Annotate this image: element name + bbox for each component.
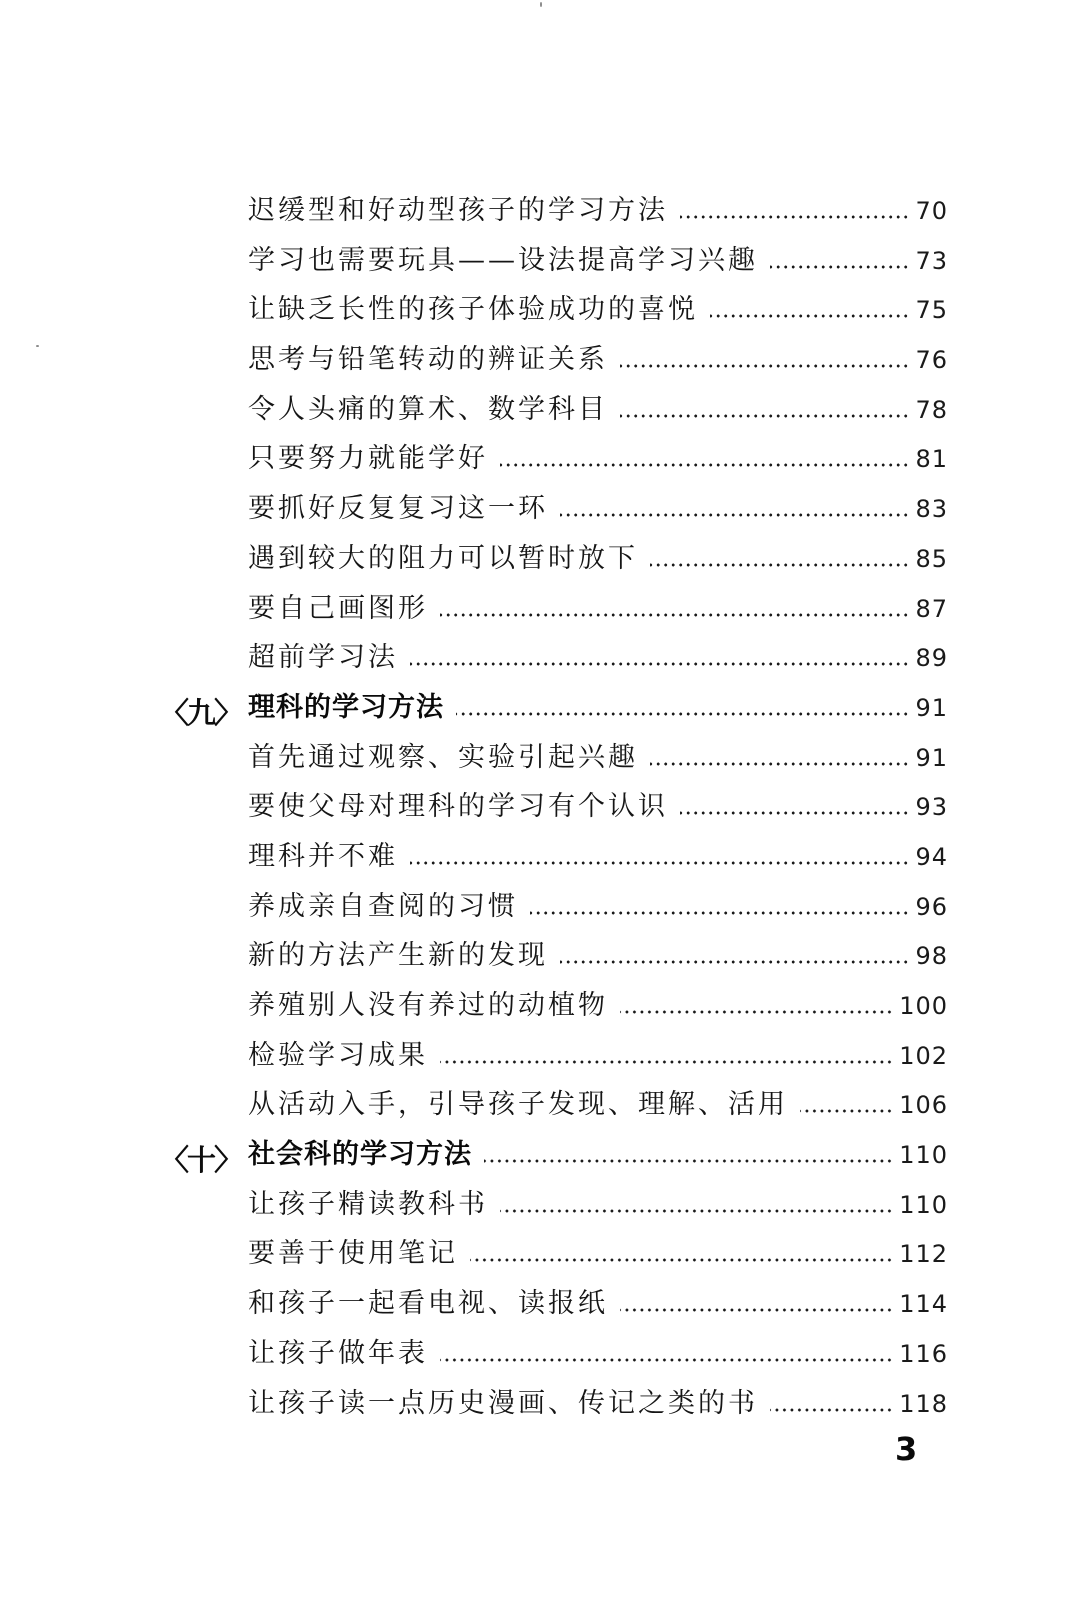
toc-entry-row [0,1035,1080,1085]
entry-page-number: 116 [899,1339,948,1368]
entry-page-number: 89 [915,644,948,673]
entry-title: 令人头痛的算术、数学科目 [248,393,608,425]
dot-leader [560,513,909,517]
entry-title: 让孩子精读教科书 [248,1188,488,1220]
entry-title: 和孩子一起看电视、读报纸 [248,1288,608,1320]
entry-title: 让孩子做年表 [248,1337,428,1369]
entry-page-number: 75 [915,296,948,325]
entry-title: 迟缓型和好动型孩子的学习方法 [248,195,668,226]
toc-entry-row [0,786,1080,836]
dot-leader [620,414,909,418]
toc-line [248,492,948,526]
toc-entry-row [0,1184,1080,1234]
toc-entry-row [0,1333,1080,1383]
entry-title: 让孩子读一点历史漫画、传记之类的书 [248,1387,758,1419]
toc-entry-row [0,1283,1080,1333]
entry-page-number: 91 [915,743,948,772]
toc-line [248,1039,948,1073]
dot-leader [650,762,909,766]
entry-title: 养殖别人没有养过的动植物 [248,990,608,1021]
toc-line [248,343,948,377]
toc-line [248,790,948,824]
toc-entry-row [0,389,1080,439]
entry-title: 首先通过观察、实验引起兴趣 [248,741,638,773]
chapter-title: 社会科的学习方法 [248,1139,472,1171]
toc-line [248,1138,948,1172]
dot-leader [456,712,909,716]
entry-title: 要使父母对理科的学习有个认识 [248,791,668,823]
toc-entry-row [0,886,1080,936]
dot-leader [470,1258,893,1262]
entry-title: 学习也需要玩具——设法提高学习兴趣 [248,244,758,276]
toc-entry-row [0,438,1080,488]
entry-page-number: 91 [915,693,948,722]
entry-title: 遇到较大的阻力可以暂时放下 [248,542,638,574]
dot-leader [530,911,909,915]
toc-line [248,741,948,775]
entry-title: 要自己画图形 [248,592,428,624]
entry-page-number: 100 [899,992,948,1020]
toc-entry-row [0,289,1080,339]
entry-title: 要抓好反复复习这一环 [248,493,548,525]
entry-page-number: 70 [915,197,948,225]
toc-entry-row [0,836,1080,886]
dot-leader [710,314,909,318]
entry-page-number: 87 [915,594,948,623]
scan-speck [540,2,542,7]
entry-title: 新的方法产生新的发现 [248,940,548,972]
toc-entry-row [0,588,1080,638]
dot-leader [620,364,909,368]
entry-page-number: 110 [899,1141,948,1170]
toc-line [248,1337,948,1371]
toc-line [248,840,948,874]
toc-line [248,194,948,228]
dot-leader [620,1308,893,1312]
toc-line [248,393,948,427]
entry-title: 超前学习法 [248,642,398,674]
dot-leader [440,1060,893,1064]
toc-line [248,1088,948,1122]
toc-line [248,989,948,1023]
entry-page-number: 98 [915,942,948,971]
toc-line [248,1387,948,1421]
toc-line [248,244,948,278]
toc-entry-row [0,1084,1080,1134]
table-of-contents [0,190,1080,1432]
entry-page-number: 106 [899,1091,948,1120]
chapter-number: 〈十〉 [160,1143,242,1178]
entry-page-number: 81 [915,445,948,474]
entry-title: 理科并不难 [248,840,398,872]
entry-page-number: 94 [915,842,948,871]
dot-leader [800,1109,893,1113]
entry-title: 检验学习成果 [248,1039,428,1071]
toc-entry-row [0,488,1080,538]
toc-line [248,1188,948,1222]
toc-line [248,592,948,626]
dot-leader [410,662,909,666]
toc-line [248,542,948,576]
entry-title: 只要努力就能学好 [248,443,488,475]
entry-page-number: 85 [915,544,948,573]
dot-leader [770,1408,893,1412]
entry-page-number: 93 [915,793,948,822]
toc-entry-row [0,637,1080,687]
toc-entry-row [0,538,1080,588]
scan-speck [36,345,39,347]
entry-page-number: 96 [915,892,948,921]
entry-page-number: 78 [915,395,948,424]
toc-entry-row [0,985,1080,1035]
dot-leader [650,563,909,567]
entry-page-number: 102 [899,1041,948,1070]
toc-line [248,1237,948,1271]
dot-leader [484,1159,893,1163]
page-number-footer: 3 [895,1430,918,1468]
entry-page-number: 76 [915,346,948,375]
toc-chapter-row [0,687,1080,737]
entry-title: 养成亲自查阅的习惯 [248,890,518,922]
toc-line [248,890,948,924]
entry-page-number: 114 [899,1290,948,1319]
dot-leader [770,265,909,269]
dot-leader [620,1010,893,1014]
entry-title: 要善于使用笔记 [248,1238,458,1270]
toc-line [248,442,948,476]
entry-page-number: 110 [899,1190,948,1219]
toc-line [248,641,948,675]
toc-chapter-row [0,1134,1080,1184]
entry-title: 从活动入手，引导孩子发现、理解、活用 [248,1089,788,1121]
dot-leader [500,1209,893,1213]
toc-entry-row [0,339,1080,389]
toc-line [248,939,948,973]
toc-line [248,691,948,725]
entry-page-number: 118 [899,1389,948,1418]
dot-leader [560,960,909,964]
toc-entry-row [0,1233,1080,1283]
dot-leader [500,463,909,467]
dot-leader [410,861,909,865]
toc-entry-row [0,1383,1080,1433]
dot-leader [680,215,909,219]
toc-line [248,1287,948,1321]
entry-title: 让缺乏长性的孩子体验成功的喜悦 [248,294,698,326]
toc-line [248,293,948,327]
toc-entry-row [0,737,1080,787]
entry-page-number: 73 [915,246,948,275]
toc-entry-row [0,935,1080,985]
dot-leader [680,811,909,815]
entry-title: 思考与铅笔转动的辨证关系 [248,344,608,376]
toc-entry-row [0,240,1080,290]
dot-leader [440,613,909,617]
chapter-title: 理科的学习方法 [248,691,444,723]
dot-leader [440,1358,893,1362]
chapter-number: 〈九〉 [160,695,242,730]
entry-page-number: 112 [899,1240,948,1269]
toc-entry-row [0,190,1080,240]
entry-page-number: 83 [915,495,948,524]
